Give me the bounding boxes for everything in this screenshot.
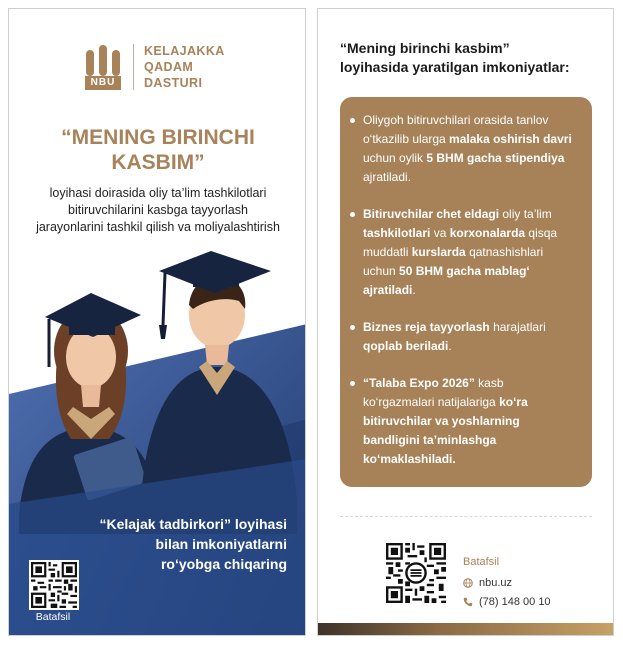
- bullet-text: uchun oylik: [363, 151, 427, 165]
- bullet-text: .: [412, 283, 416, 297]
- bottom-color-bar: [318, 623, 614, 635]
- phone-icon: [463, 597, 473, 607]
- logo-text: [144, 43, 225, 91]
- logo-line-1: KELAJAKKA: [144, 44, 225, 58]
- bullet-bold-text: kurslarda: [411, 245, 466, 259]
- bullet-text: qatnashishlari uchun: [363, 245, 544, 278]
- opportunity-bullet-1: [350, 111, 574, 187]
- cta-line-3: ro‘yobga chiqaring: [160, 556, 287, 572]
- bullet-text: va: [430, 226, 450, 240]
- more-label: Batafsil: [463, 556, 500, 568]
- bullet-bold-text: korxonalarda: [449, 226, 526, 240]
- subtext-line-3: jarayonlarini tashkil qilish va moliyalashtirish: [36, 220, 280, 234]
- bullet-text: qisqa muddatli: [363, 226, 558, 259]
- bullet-bold-text: Bitiruvchilar chet eldagi: [363, 207, 500, 221]
- bullet-bold-text: “Talaba Expo 2026”: [363, 376, 475, 390]
- bullet-text: kasb ko‘rgazmalari natijalariga: [363, 376, 504, 409]
- phone-number[interactable]: (78) 148 00 10: [479, 596, 551, 608]
- opportunity-bullet-4: [350, 374, 574, 469]
- logo-mark-text: NBU: [90, 77, 116, 88]
- bullet-bold-text: 50 BHM gacha mablag‘ ajratiladi: [363, 264, 530, 297]
- opportunity-bullet-2: [350, 205, 574, 300]
- bullet-bold-text: 5 BHM gacha stipendiya: [426, 151, 565, 165]
- bullet-bold-text: tashkilotlari: [363, 226, 431, 240]
- subtext-line-1: loyihasi doirasida oliy ta’lim tashkilotlari: [49, 186, 267, 200]
- logo-line-2: QADAM: [144, 60, 194, 74]
- qr-code-icon[interactable]: [386, 543, 446, 603]
- subtext-line-2: bitiruvchilarini kasbga tayyorlash: [68, 203, 248, 217]
- website-link[interactable]: nbu.uz: [479, 577, 513, 589]
- cta-line-1: “Kelajak tadbirkori” loyihasi: [99, 516, 287, 532]
- flyer-subtext: [9, 185, 306, 236]
- logo-line-3: DASTURI: [144, 76, 203, 90]
- cta-line-2: bilan imkoniyatlarni: [155, 536, 287, 552]
- cta-text: [45, 514, 306, 574]
- headline-line-1: “MENING BIRINCHI: [61, 126, 255, 149]
- website-row[interactable]: [463, 577, 551, 589]
- opportunities-title: [340, 39, 600, 77]
- bullet-text: oliy ta’lim: [499, 207, 552, 221]
- bullet-text: Oliygoh bitiruvchilari orasida tanlov o‘tkazilib ularga: [363, 113, 549, 146]
- opportunities-list: [350, 111, 574, 469]
- qr-more-label: Batafsil: [35, 611, 71, 623]
- bullet-bold-text: Biznes reja tayyorlash: [363, 320, 490, 334]
- headline-line-2: KASBIM”: [111, 151, 205, 174]
- bullet-text: ajratiladi.: [363, 170, 412, 184]
- nbu-logo-mark: [85, 44, 121, 90]
- dashed-divider: [340, 516, 592, 517]
- bullet-bold-text: malaka oshirish davri: [449, 132, 572, 146]
- qr-code-icon[interactable]: [29, 560, 79, 610]
- opportunities-box: [340, 97, 592, 487]
- opportunities-title-line-1: “Mening birinchi kasbim”: [340, 40, 510, 56]
- bullet-text: harajatlari: [489, 320, 546, 334]
- opportunity-bullet-3: [350, 318, 574, 356]
- bullet-bold-text: qoplab beriladi: [363, 339, 449, 353]
- flyer-headline: [9, 125, 306, 175]
- right-flyer-panel: [317, 8, 614, 636]
- left-flyer-panel: [8, 8, 306, 636]
- bullet-bold-text: ko‘ra bitiruvchilar va yoshlarning bandligini ta’minlashga ko‘maklashiladi.: [363, 395, 528, 466]
- bullet-text: .: [448, 339, 452, 353]
- phone-row[interactable]: [463, 596, 551, 608]
- program-logo: [85, 39, 225, 95]
- opportunities-title-line-2: loyihasida yaratilgan imkoniyatlar:: [340, 59, 570, 75]
- logo-separator: [133, 44, 134, 90]
- globe-icon: [463, 578, 473, 588]
- contact-info: [463, 556, 551, 615]
